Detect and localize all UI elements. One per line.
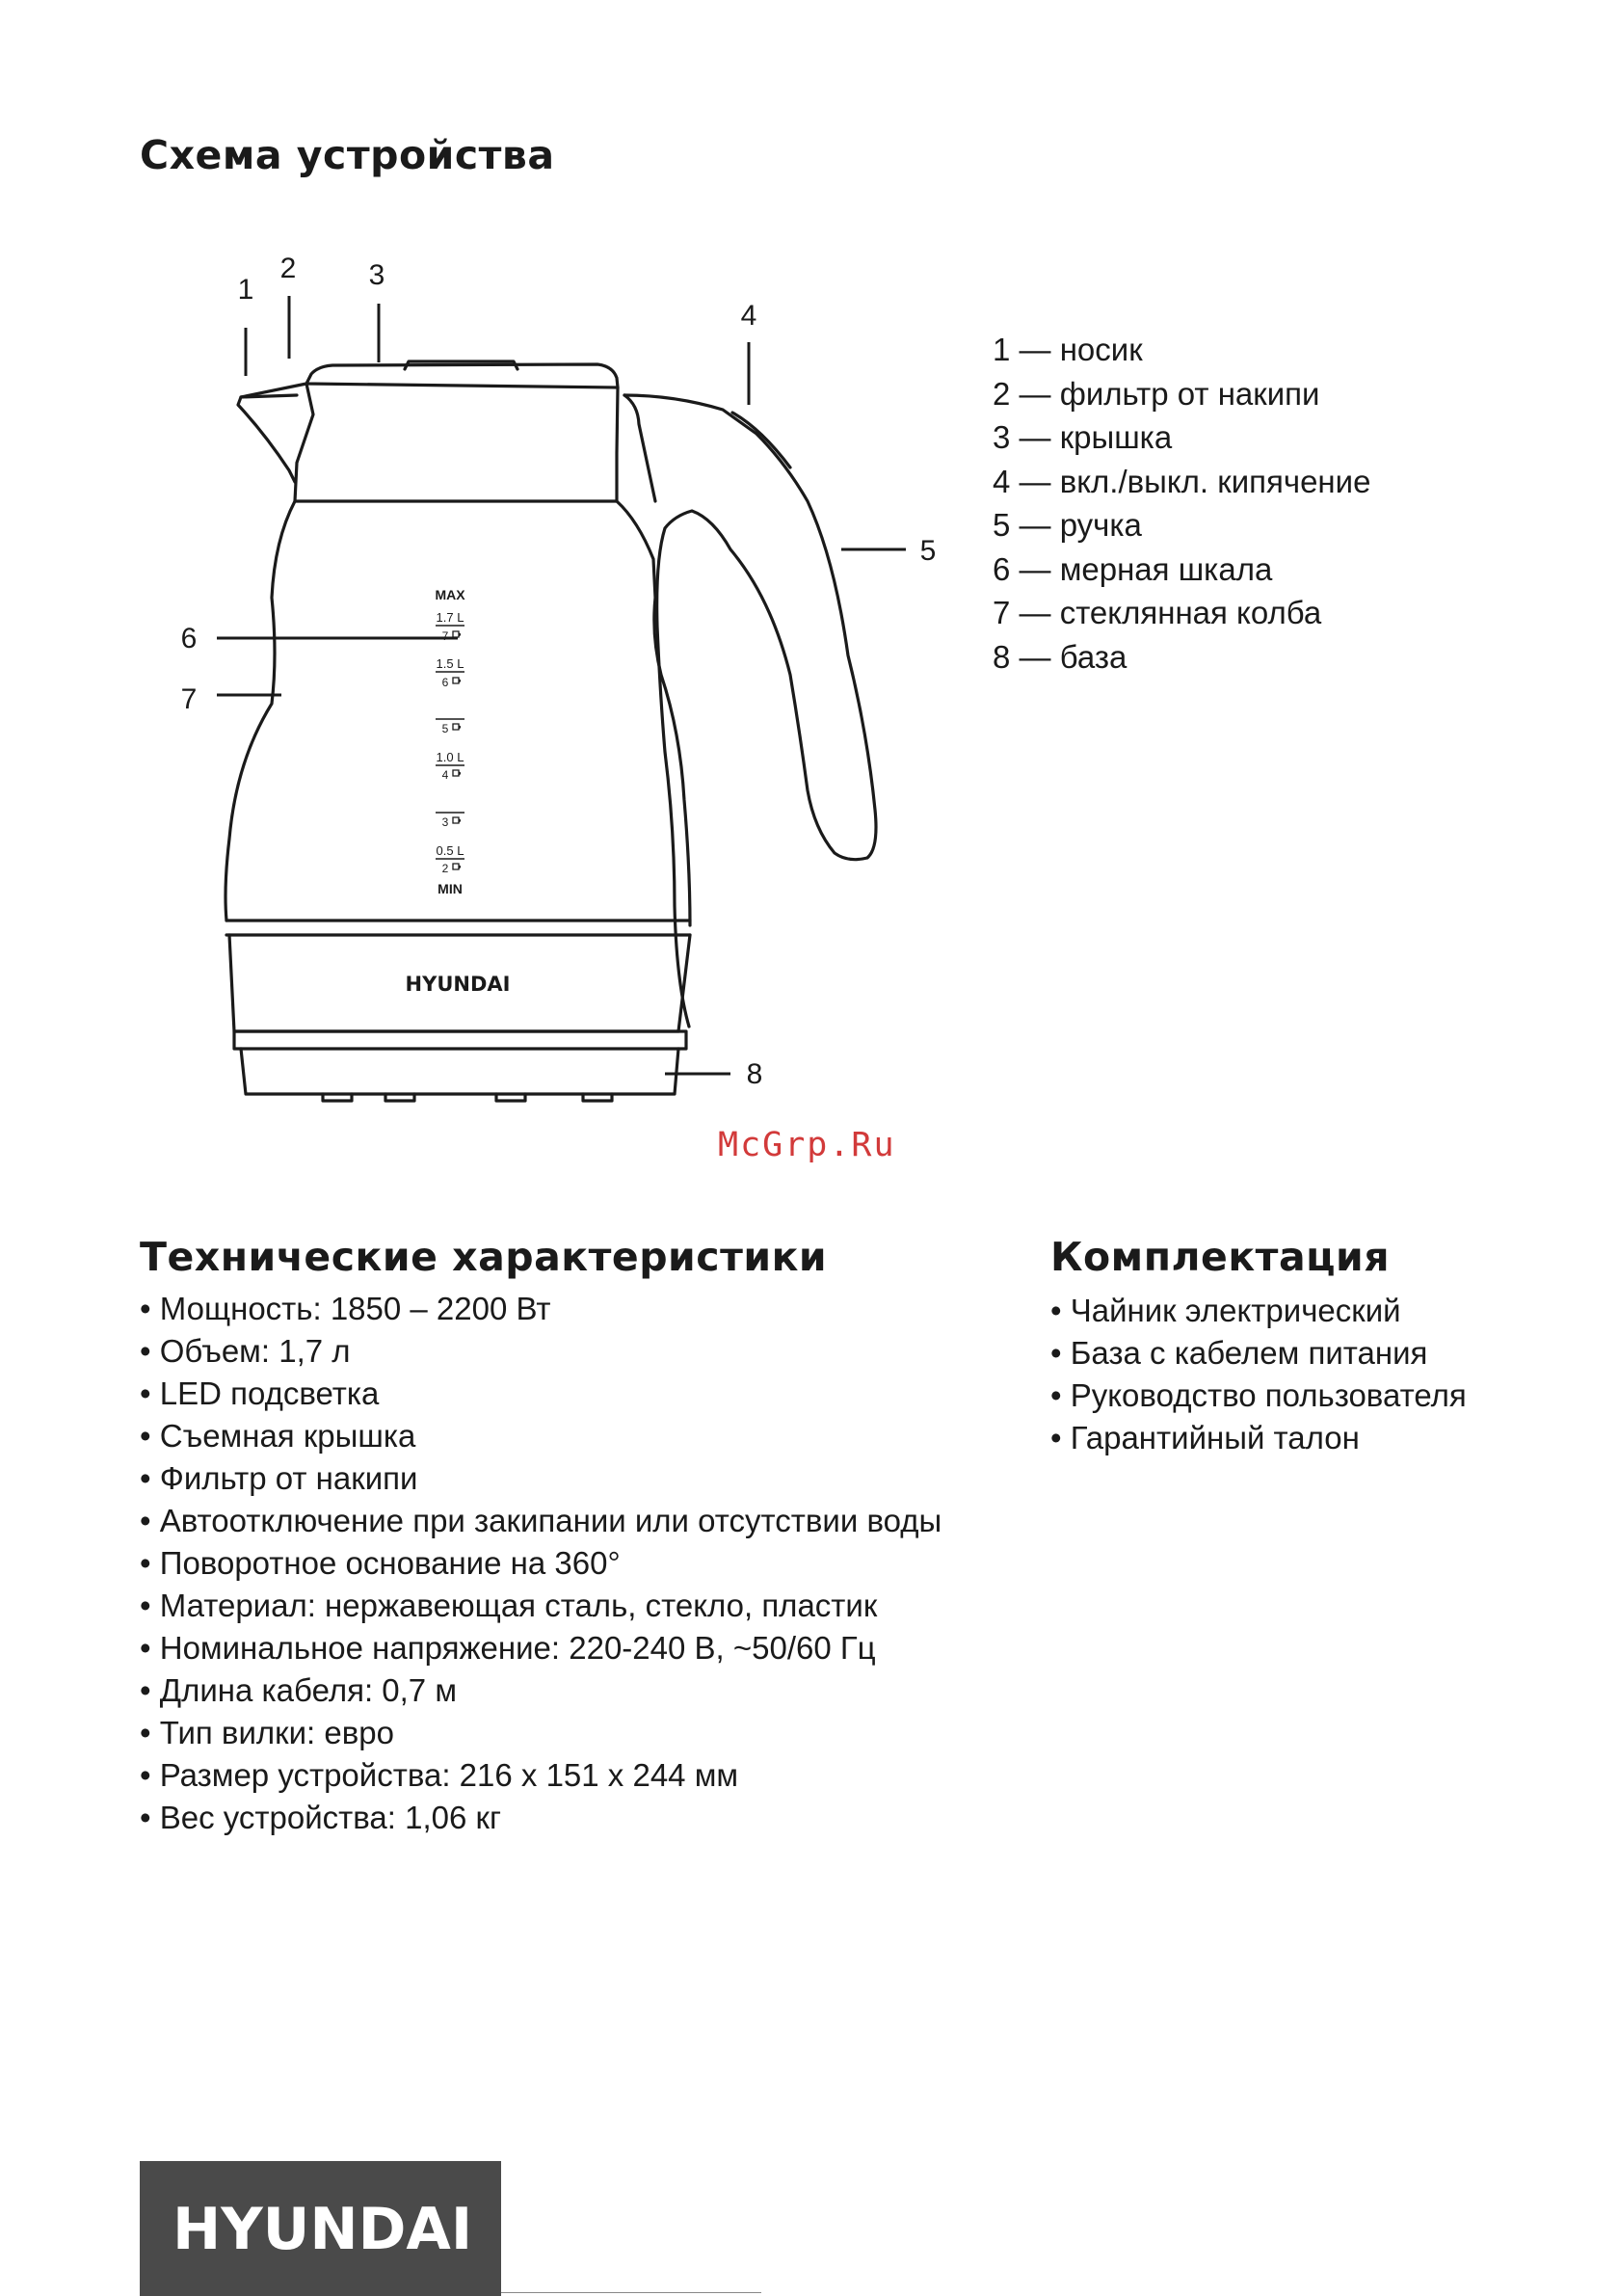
- cup-icon: [453, 724, 461, 730]
- scale-cup-7: 7: [441, 629, 449, 643]
- legend-item: 5 — ручка: [993, 507, 1142, 543]
- specs-list: [140, 1288, 942, 1839]
- scale-max: MAX: [435, 587, 465, 602]
- callout-numbers: [181, 253, 937, 1090]
- kettle-base: [234, 1031, 686, 1049]
- scale-1-0l: 1.0 L: [436, 750, 464, 764]
- base-foot: [241, 1049, 678, 1094]
- legend-item: 4 — вкл./выкл. кипячение: [993, 463, 1371, 499]
- package-item: • Гарантийный талон: [1050, 1417, 1467, 1459]
- scale-0-5l: 0.5 L: [436, 843, 464, 858]
- package-title: Комплектация: [1050, 1234, 1391, 1280]
- callout-number-3: 3: [368, 259, 385, 291]
- footer-divider: [501, 2292, 761, 2293]
- scale-1-7l: 1.7 L: [436, 610, 464, 625]
- kettle-handle: [624, 395, 876, 1027]
- diagram-legend: [993, 328, 1370, 679]
- kettle-collar: [295, 384, 618, 501]
- scale-cup-6: 6: [441, 676, 449, 689]
- spec-item: • Объем: 1,7 л: [140, 1330, 942, 1373]
- spec-item: • Номинальное напряжение: 220-240 В, ~50/60 Гц: [140, 1627, 942, 1669]
- legend-item: 2 — фильтр от накипи: [993, 375, 1320, 412]
- scale-cup-4: 4: [441, 768, 449, 782]
- spec-item: • Размер устройства: 216 х 151 х 244 мм: [140, 1754, 942, 1797]
- callout-number-7: 7: [180, 683, 198, 715]
- callout-number-6: 6: [180, 623, 198, 654]
- scale-cup-2: 2: [441, 862, 449, 875]
- spec-item: • LED подсветка: [140, 1373, 942, 1415]
- cup-icon: [453, 770, 461, 776]
- scale-cup-5: 5: [441, 722, 449, 735]
- package-item: • База с кабелем питания: [1050, 1332, 1467, 1375]
- footer-brand-box: [140, 2161, 501, 2296]
- cup-icon: [453, 864, 461, 869]
- legend-item: 1 — носик: [993, 332, 1143, 367]
- legend-item: 7 — стеклянная колба: [993, 595, 1322, 630]
- spec-item: • Поворотное основание на 360°: [140, 1542, 942, 1585]
- legend-item: 8 — база: [993, 638, 1127, 675]
- cup-icon: [453, 678, 461, 683]
- package-list: [1050, 1290, 1467, 1459]
- handle-inner: [624, 395, 655, 501]
- glass-body: [225, 501, 295, 921]
- spec-item: • Длина кабеля: 0,7 м: [140, 1669, 942, 1712]
- spec-item: • Вес устройства: 1,06 кг: [140, 1797, 942, 1839]
- callout-number-2: 2: [279, 253, 297, 284]
- footer-brand-logo: HYUNDAI: [172, 2196, 473, 2263]
- measuring-scale: [435, 587, 465, 896]
- diagram-title: Схема устройства: [140, 132, 555, 178]
- scale-cup-3: 3: [441, 815, 449, 829]
- kettle-drawing: [225, 361, 876, 1101]
- package-item: • Чайник электрический: [1050, 1290, 1467, 1332]
- legend-item: 6 — мерная шкала: [993, 550, 1273, 587]
- spec-item: • Мощность: 1850 – 2200 Вт: [140, 1288, 942, 1330]
- kettle-body-brand: HYUNDAI: [405, 973, 511, 996]
- spec-item: • Автоотключение при закипании или отсутствии воды: [140, 1500, 942, 1542]
- callout-number-1: 1: [237, 274, 254, 306]
- cup-icon: [453, 631, 461, 637]
- kettle-diagram: [0, 0, 1618, 1137]
- cup-icon: [453, 817, 461, 823]
- watermark-link[interactable]: McGrp.Ru: [718, 1126, 896, 1164]
- kettle-lid: [306, 364, 618, 387]
- spec-item: • Материал: нержавеющая сталь, стекло, пластик: [140, 1585, 942, 1627]
- legend-item: 3 — крышка: [993, 419, 1173, 455]
- callout-number-4: 4: [740, 300, 757, 332]
- scale-min: MIN: [438, 881, 463, 896]
- scale-1-5l: 1.5 L: [436, 656, 464, 671]
- package-item: • Руководство пользователя: [1050, 1375, 1467, 1417]
- specs-title: Технические характеристики: [140, 1234, 828, 1280]
- callout-number-5: 5: [919, 535, 937, 567]
- spec-item: • Тип вилки: евро: [140, 1712, 942, 1754]
- callout-number-8: 8: [746, 1058, 763, 1090]
- glass-body-right: [617, 501, 690, 925]
- spec-item: • Съемная крышка: [140, 1415, 942, 1457]
- kettle-spout: [238, 395, 297, 482]
- leader-lines: [217, 296, 906, 1074]
- spec-item: • Фильтр от накипи: [140, 1457, 942, 1500]
